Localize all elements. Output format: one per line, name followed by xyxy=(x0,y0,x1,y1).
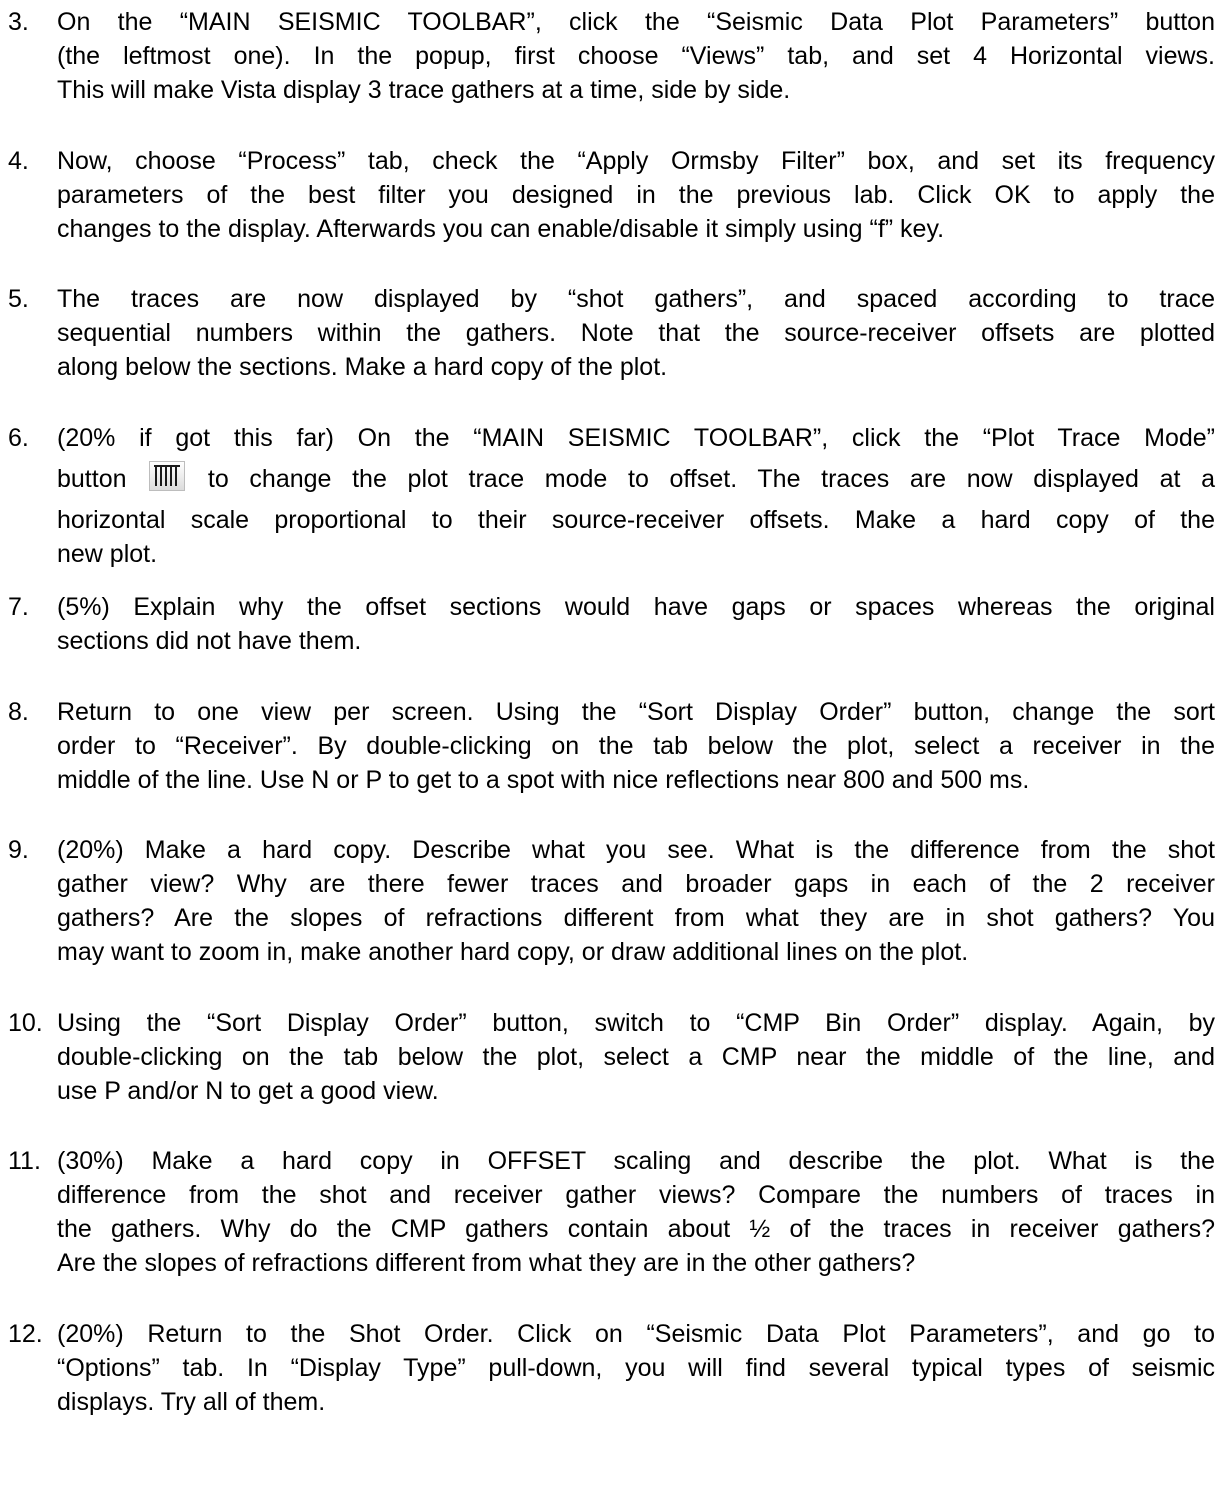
text-line: the gathers. Why do the CMP gathers contain about ½ of the traces in receiver gathers? xyxy=(57,1215,1215,1243)
text-line: Now, choose “Process” tab, check the “Apply Ormsby Filter” box, and set its frequency xyxy=(57,147,1215,175)
text-line: parameters of the best filter you designed in the previous lab. Click OK to apply the xyxy=(57,181,1215,209)
text-line: This will make Vista display 3 trace gathers at a time, side by side. xyxy=(57,76,791,104)
text-line: horizontal scale proportional to their source-receiver offsets. Make a hard copy of the xyxy=(57,506,1215,534)
item-number: 3. xyxy=(8,8,29,36)
text-line: Are the slopes of refractions different from what they are in the other gathers? xyxy=(57,1249,916,1277)
text-line: The traces are now displayed by “shot gathers”, and spaced according to trace xyxy=(57,285,1215,313)
text-line: gather view? Why are there fewer traces and broader gaps in each of the 2 receiver xyxy=(57,870,1215,898)
text-line: changes to the display. Afterwards you can enable/disable it simply using “f” key. xyxy=(57,215,945,243)
text-line: sections did not have them. xyxy=(57,627,362,655)
text-line: (5%) Explain why the offset sections would have gaps or spaces whereas the original xyxy=(57,593,1215,621)
item-text xyxy=(57,1144,1215,1280)
item-text xyxy=(57,695,1215,797)
text-line: “Options” tab. In “Display Type” pull-down, you will find several typical types of seismic xyxy=(57,1354,1215,1382)
item-text xyxy=(57,144,1215,246)
text-line: displays. Try all of them. xyxy=(57,1388,326,1416)
text-line: (the leftmost one). In the popup, first choose “Views” tab, and set 4 Horizontal views. xyxy=(57,42,1215,70)
item-number: 9. xyxy=(8,836,29,864)
text-line: (20%) Make a hard copy. Describe what you see. What is the difference from the shot xyxy=(57,836,1215,864)
item-text xyxy=(57,833,1215,969)
item-text xyxy=(57,590,1215,658)
item-text xyxy=(57,5,1215,107)
item-number: 4. xyxy=(8,147,29,175)
text-line: middle of the line. Use N or P to get to a spot with nice reflections near 800 and 500 ms. xyxy=(57,766,1030,794)
item-number: 8. xyxy=(8,698,29,726)
item-number: 10. xyxy=(8,1009,43,1037)
text-line: (30%) Make a hard copy in OFFSET scaling and describe the plot. What is the xyxy=(57,1147,1215,1175)
item-number: 7. xyxy=(8,593,29,621)
text-line: gathers? Are the slopes of refractions different from what they are in shot gathers? You xyxy=(57,904,1215,932)
item-number: 12. xyxy=(8,1320,43,1348)
item-number: 5. xyxy=(8,285,29,313)
text-line: new plot. xyxy=(57,540,158,568)
text-line: (20% if got this far) On the “MAIN SEISMIC TOOLBAR”, click the “Plot Trace Mode” xyxy=(57,424,1215,452)
text-line: On the “MAIN SEISMIC TOOLBAR”, click the “Seismic Data Plot Parameters” button xyxy=(57,8,1215,36)
text-line: order to “Receiver”. By double-clicking on the tab below the plot, select a receiver in the xyxy=(57,732,1215,760)
text-fragment: button xyxy=(57,465,127,493)
text-line: double-clicking on the tab below the plot, select a CMP near the middle of the line, and xyxy=(57,1043,1215,1071)
plot-trace-mode-icon xyxy=(149,461,185,491)
text-line xyxy=(57,455,1215,503)
text-line: sequential numbers within the gathers. Note that the source-receiver offsets are plotted xyxy=(57,319,1215,347)
text-line: Return to one view per screen. Using the “Sort Display Order” button, change the sort xyxy=(57,698,1215,726)
item-number: 6. xyxy=(8,424,29,452)
item-text xyxy=(57,1006,1215,1108)
text-line: use P and/or N to get a good view. xyxy=(57,1077,439,1105)
text-line: difference from the shot and receiver gather views? Compare the numbers of traces in xyxy=(57,1181,1215,1209)
item-text xyxy=(57,421,1215,571)
text-line: may want to zoom in, make another hard copy, or draw additional lines on the plot. xyxy=(57,938,969,966)
item-text xyxy=(57,282,1215,384)
text-line: along below the sections. Make a hard copy of the plot. xyxy=(57,353,668,381)
item-text xyxy=(57,1317,1215,1419)
text-line: Using the “Sort Display Order” button, switch to “CMP Bin Order” display. Again, by xyxy=(57,1009,1215,1037)
text-line: (20%) Return to the Shot Order. Click on “Seismic Data Plot Parameters”, and go to xyxy=(57,1320,1215,1348)
item-number: 11. xyxy=(8,1147,41,1175)
text-fragment: to change the plot trace mode to offset. The traces are now displayed at a xyxy=(207,465,1216,493)
